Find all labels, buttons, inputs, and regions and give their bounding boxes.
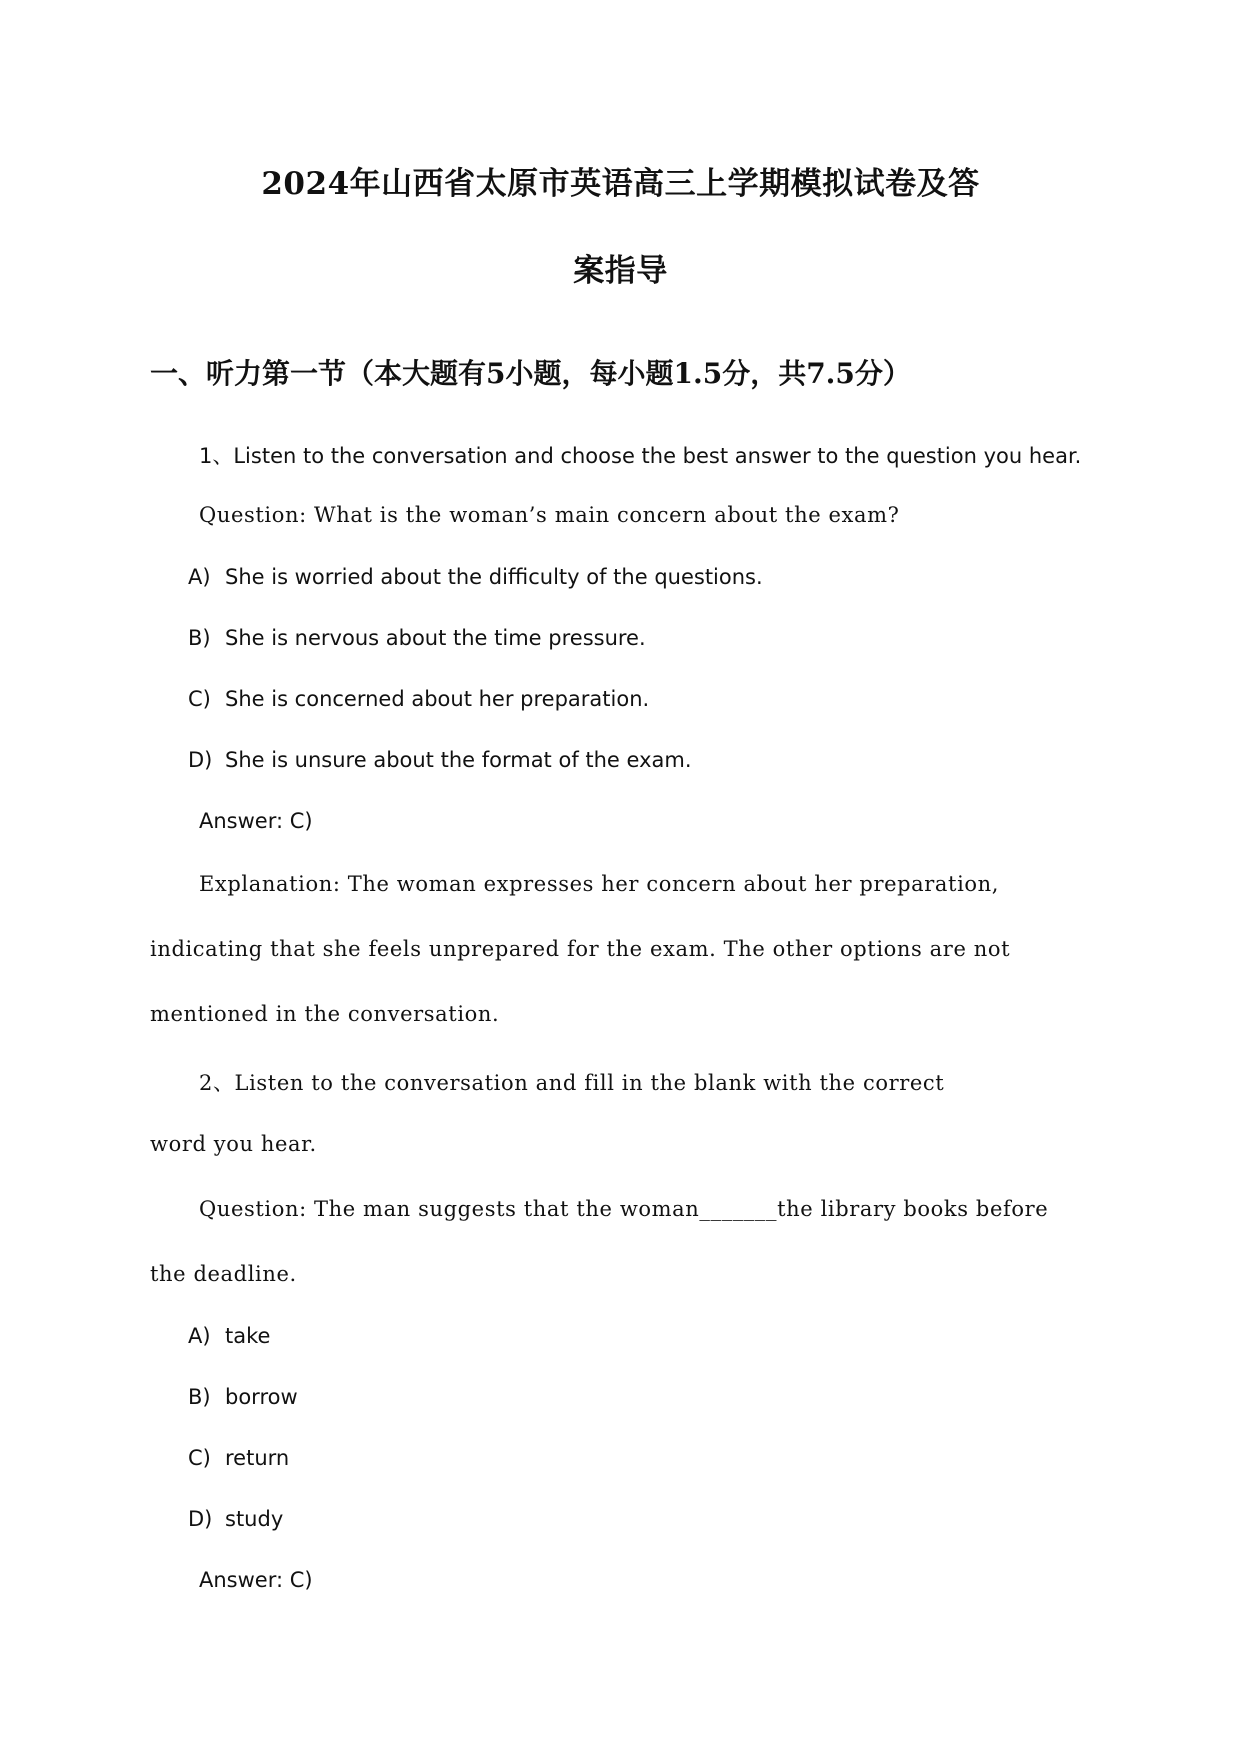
option-text: She is worried about the difficulty of the questions. [225,565,763,589]
option-letter: C) [188,1446,211,1470]
option-text: She is concerned about her preparation. [225,687,650,711]
option-text: She is nervous about the time pressure. [225,626,646,650]
question-2-text-line-2: the deadline. [150,1262,297,1286]
question-1-answer: Answer: C) [199,809,313,833]
question-2-answer: Answer: C) [199,1568,313,1592]
question-1-explanation-line-1: Explanation: The woman expresses her concern about her preparation, [199,872,1000,896]
question-2-prompt-line-1: 2、Listen to the conversation and fill in the blank with the correct [199,1071,945,1095]
option-text: borrow [225,1385,298,1409]
question-2-prompt-line-2: word you hear. [150,1132,317,1156]
option-text: study [225,1507,284,1531]
option-letter: B) [188,1385,211,1409]
option-letter: B) [188,626,211,650]
question-1-prompt: 1、Listen to the conversation and choose the best answer to the question you hear. [199,444,1082,468]
option-letter: C) [188,687,211,711]
option-letter: D) [188,1507,213,1531]
question-1-explanation-line-2: indicating that she feels unprepared for the exam. The other options are not [150,937,1011,961]
option-letter: D) [188,748,213,772]
question-2-text-line-1: Question: The man suggests that the woman_______the library books before [199,1197,1049,1221]
option-letter: A) [188,1324,211,1348]
option-text: take [225,1324,271,1348]
option-text: return [225,1446,290,1470]
question-1-text: Question: What is the woman’s main concern about the exam? [199,503,900,527]
document-title-line-1: 2024年山西省太原市英语高三上学期模拟试卷及答 [261,166,980,202]
document-title-line-2: 案指导 [573,253,668,289]
option-letter: A) [188,565,211,589]
question-1-explanation-line-3: mentioned in the conversation. [150,1002,500,1026]
section-heading: 一、听力第一节（本大题有5小题，每小题1.5分，共7.5分） [150,357,911,390]
option-text: She is unsure about the format of the exam. [225,748,692,772]
